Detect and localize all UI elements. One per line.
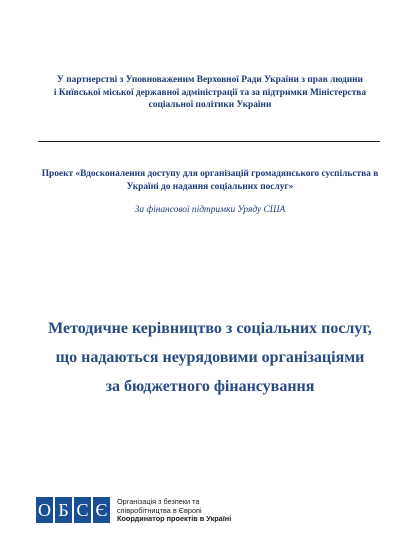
partnership-line: У партнерстві з Уповноваженим Верховної Ради України з прав людини — [57, 75, 363, 85]
osce-logo-letter: С — [74, 497, 91, 523]
horizontal-divider — [38, 141, 380, 142]
title-line: Методичне керівництво з соціальних послуг, — [48, 320, 372, 337]
title-line: за бюджетного фінансування — [105, 378, 315, 395]
osce-caption-line: Координатор проектів в Україні — [117, 514, 232, 524]
partnership-line: і Київської міської державної адміністрації та за підтримки Міністерства — [53, 87, 367, 98]
document-title — [20, 314, 400, 401]
osce-caption-line: співробітництва в Європі — [117, 505, 202, 515]
osce-logo-letter: Б — [55, 497, 72, 523]
partnership-statement — [40, 74, 380, 112]
osce-caption — [117, 498, 317, 524]
osce-caption-line: Організація з безпеки та — [117, 497, 200, 506]
osce-logo-letter: О — [36, 497, 53, 523]
title-line: що надаються неурядовими організаціями — [55, 349, 365, 366]
project-name — [30, 168, 390, 193]
project-line: Україні до надання соціальних послуг» — [126, 181, 294, 192]
osce-logo-letter: Є — [93, 497, 110, 523]
funding-note: За фінансової підтримки Уряду США — [134, 205, 286, 215]
partnership-line: соціальної політики України — [148, 100, 272, 110]
project-line: Проект «Вдосконалення доступу для організацій громадянського суспільства в — [41, 169, 379, 179]
